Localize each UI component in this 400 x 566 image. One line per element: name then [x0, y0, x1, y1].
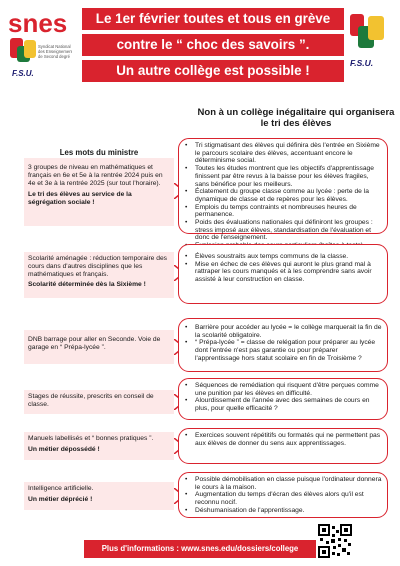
left-column-title: Les mots du ministre — [59, 148, 139, 157]
consequences-box-6 — [178, 472, 388, 518]
left-box-emphasis: Un métier dépossédé ! — [28, 446, 100, 453]
svg-text:F.S.U.: F.S.U. — [12, 69, 34, 78]
consequence-item: • Toutes les études montrent que les objectifs d'apprentissage finissent par être revus à la baisse pour les élèves fragiles, sans bénéfice pour les meilleurs. — [185, 165, 382, 188]
consequence-item: • Poids des évaluations nationales qui définiront les groupes : stress imposé aux élèves, standardisation de l'évaluation et donc de l'enseignement. — [185, 219, 382, 242]
banner-line-3: Un autre collège est possible ! — [82, 60, 344, 82]
left-box-emphasis: Un métier déprécié ! — [28, 496, 93, 503]
fsu-logo — [346, 8, 396, 98]
left-box-dnb — [24, 330, 174, 364]
banner-line-2: contre le “ choc des savoirs ”. — [82, 34, 344, 56]
left-box-text: Scolarité aménagée : réduction temporaire des cours dans d'autres disciplines que les mathématiques et français. — [28, 255, 168, 278]
left-box-text: Intelligence artificielle. — [28, 485, 94, 492]
left-box-text: Stages de réussite, prescrits en conseil de classe. — [28, 393, 154, 408]
svg-text:snes: snes — [8, 8, 68, 38]
consequence-item: • Éclatement du groupe classe comme au lycée : perte de la dynamique de classe et de repères pour les élèves. — [185, 188, 382, 203]
consequence-item: • Exercices souvent répétitifs ou formatés qui ne permettent pas aux élèves de donner du sens aux apprentissages. — [185, 432, 382, 447]
consequence-item: • Alourdissement de l'année avec des semaines de cours en plus, pour quelle efficacité ? — [185, 397, 382, 412]
consequence-item: • Tri stigmatisant des élèves qui définira dès l'entrée en Sixième le parcours scolaire des élèves, accentuant encore le déterminisme social. — [185, 142, 382, 165]
svg-text:F.S.U.: F.S.U. — [350, 58, 374, 68]
left-box-groupes — [24, 158, 174, 226]
consequences-box-3 — [178, 318, 388, 372]
left-box-text: 3 groupes de niveau en mathématiques et français en 6e et 5e à la rentrée 2024 puis en 4e et 3e à la rentrée 2025 (sur tout l'horaire). — [28, 164, 163, 187]
left-box-emphasis: Scolarité déterminée dès la Sixième ! — [28, 281, 146, 288]
consequence-item: • Augmentation du temps d'écran des élèves alors qu'il est reconnu nocif. — [185, 491, 382, 506]
left-box-stages — [24, 390, 174, 414]
consequence-item: • Déshumanisation de l'apprentissage. — [185, 507, 382, 515]
snes-logo — [6, 6, 72, 98]
consequence-item: • “ Prépa-lycée ” = classe de relégation pour préparer au lycée dont l'entrée n'est pas garantie ou pour préparer l'apprentissage hors statut scolaire en fin de Troisième ? — [185, 339, 382, 362]
left-box-text: DNB barrage pour aller en Seconde. Voie de garage en “ Prépa-lycée ”. — [28, 336, 161, 351]
footer-info-link[interactable]: Plus d'informations : www.snes.edu/dossiers/college — [84, 540, 316, 558]
consequence-item: • Emplois du temps contraints et nombreuses heures de permanence. — [185, 204, 382, 219]
left-box-ia — [24, 482, 174, 510]
left-box-emphasis: Le tri des élèves au service de la ségrégation sociale ! — [28, 191, 132, 206]
consequence-item: • Séquences de remédiation qui risquent d'être perçues comme une punition par les élèves en difficulté. — [185, 382, 382, 397]
consequence-item: • Mise en échec de ces élèves qui auront le plus grand mal à rattraper les cours manqués et à les comprendre sans avoir assisté à leur construction en classe. — [185, 261, 382, 284]
consequence-item: • Élèves soustraits aux temps communs de la classe. — [185, 253, 382, 261]
svg-text:des Enseignements: des Enseignements — [38, 49, 72, 54]
banner-line-1: Le 1er février toutes et tous en grève — [82, 8, 344, 30]
consequences-box-1 — [178, 138, 388, 242]
consequences-box-5 — [178, 428, 388, 464]
consequence-item: • Barrière pour accéder au lycée = le collège marquerait la fin de la scolarité obligatoire. — [185, 324, 382, 339]
right-column-heading: Non à un collège inégalitaire qui organisera le tri des élèves — [197, 107, 395, 129]
svg-text:de Second degré: de Second degré — [38, 54, 70, 59]
consequence-item: • Possible démobilisation en classe puisque l'ordinateur donnera le cours à la maison. — [185, 476, 382, 491]
consequences-box-2 — [178, 244, 388, 304]
consequences-box-4 — [178, 378, 388, 420]
left-box-text: Manuels labellisés et “ bonnes pratiques ”. — [28, 435, 154, 442]
left-box-scolarite-amenagee — [24, 252, 174, 298]
qr-code-icon[interactable] — [318, 524, 352, 558]
left-box-manuels — [24, 432, 174, 460]
svg-text:Syndicat National: Syndicat National — [38, 44, 71, 49]
